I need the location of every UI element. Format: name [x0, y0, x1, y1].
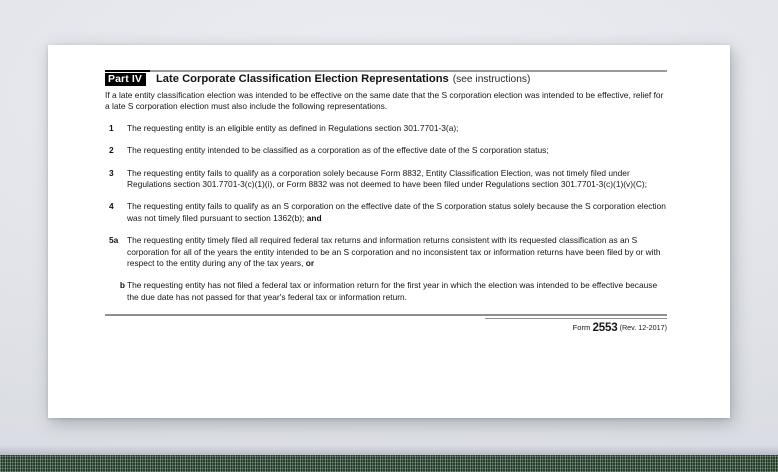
footer-rule-thick — [105, 314, 667, 316]
representation-row — [105, 145, 667, 156]
bottom-texture-strip — [0, 455, 778, 472]
part-title: Late Corporate Classification Election Representations — [155, 73, 449, 85]
part-tag: Part IV — [105, 73, 146, 86]
representations-list — [105, 123, 667, 303]
representation-body: The requesting entity timely filed all required federal tax returns and information returns consistent with its requested classification as an S corporation for all of the years the entity intended to be an S corporation and no inconsistent tax or information returns have been filed by or with respect to the entity during any of the tax years, — [127, 235, 661, 269]
form-footer — [105, 321, 667, 334]
part-header-rule — [105, 70, 667, 72]
part-intro-paragraph: If a late entity classification election was intended to be effective on the same date that the S corporation election was intended to be effective, relief for a late S corporation election must also include the following representations. — [105, 90, 664, 112]
representation-text — [127, 145, 667, 156]
representation-number: b — [119, 280, 125, 291]
representation-emphasis: or — [305, 258, 315, 269]
representation-emphasis: and — [306, 212, 322, 223]
page-content — [105, 70, 667, 334]
representation-text — [127, 280, 667, 303]
representation-text — [127, 168, 667, 191]
document-page — [48, 45, 730, 418]
representation-body: The requesting entity has not filed a federal tax or information return for the first year in which the election was intended to be effective because the due date has not passed for that year's federal tax or information return. — [127, 280, 658, 302]
representation-body: The requesting entity fails to qualify as a corporation solely because Form 8832, Entity Classification Election, was not timely filed under Regulations section 301.7701-3(c)(1)(i), or Form 8832 was not deemed to have been filed under Regulations section 301.7701-3(c)(1)(v)(C); — [127, 167, 647, 190]
part-header — [105, 73, 667, 86]
part-instructions-note: (see instructions) — [452, 74, 531, 85]
footer-form-number: 2553 — [592, 321, 618, 335]
footer-rule-thin — [485, 318, 667, 319]
representation-text — [127, 201, 667, 224]
representation-text — [127, 235, 667, 269]
footer-form-word: Form — [572, 323, 591, 333]
representation-number: 5a — [109, 235, 119, 246]
representation-body: The requesting entity is an eligible entity as defined in Regulations section 301.7701-3(a); — [127, 122, 459, 133]
representation-row — [105, 235, 667, 269]
representation-number: 1 — [109, 122, 114, 133]
representation-body: The requesting entity intended to be classified as a corporation as of the effective date of the S corporation status; — [127, 145, 549, 156]
footer-revision: (Rev. 12-2017) — [619, 323, 667, 333]
representation-row — [105, 201, 667, 224]
representation-number: 4 — [109, 201, 114, 212]
representation-row — [105, 168, 667, 191]
representation-number: 3 — [109, 167, 114, 178]
strip-shadow — [0, 445, 778, 455]
representation-row — [105, 123, 667, 134]
representation-number: 2 — [109, 145, 114, 156]
representation-body: The requesting entity fails to qualify as an S corporation on the effective date of the S corporation status solely because the S corporation election was not timely filed pursuant to section 1362(b); — [127, 201, 666, 223]
representation-text — [127, 123, 667, 134]
footer-rules — [105, 314, 667, 319]
representation-row — [105, 280, 667, 303]
